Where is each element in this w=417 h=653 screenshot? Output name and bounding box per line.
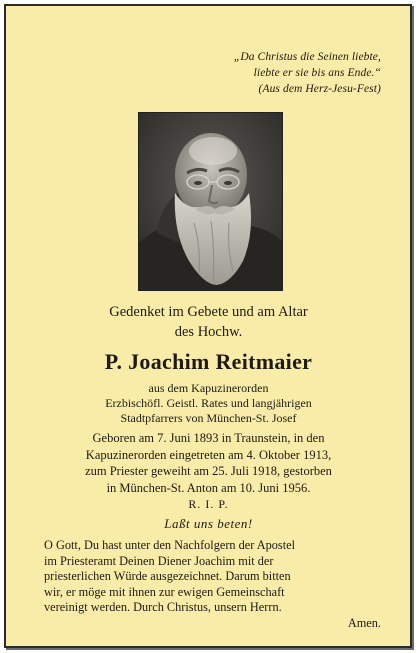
memorial-card [4, 4, 412, 648]
quote-source: (Aus dem Herz-Jesu-Fest) [258, 83, 381, 95]
closing-line-3: priesterlichen Würde ausgezeichnet. Darum bitten [44, 569, 291, 583]
prayer-intro-line-2: des Hochw. [174, 324, 243, 340]
bio-line-4: in München-St. Anton am 10. Juni 1956. [106, 480, 311, 495]
biography [26, 430, 391, 496]
closing-line-4: wir, er möge mit ihnen zur ewigen Gemeinschaft [44, 584, 285, 599]
deceased-name: P. Joachim Reitmaier [104, 349, 313, 374]
quote-line-1: „Da Christus die Seinen liebte, [233, 51, 381, 63]
portrait-photo [139, 113, 282, 290]
closing-line-2: im Priesteramt Deinen Diener Joachim mit der [44, 553, 274, 568]
bio-line-2: Kapuzinerorden eingetreten am 4. Oktober 1913, [85, 447, 332, 462]
epigraph-quote [156, 49, 381, 97]
quote-line-2: liebte er sie bis ans Ende.“ [253, 67, 381, 79]
let-us-pray-heading: Laßt uns beten! [164, 516, 253, 531]
closing-line-1: O Gott, Du hast unter den Nachfolgern der Apostel [44, 538, 295, 552]
deceased-titles [26, 381, 391, 426]
portrait-image [139, 113, 282, 290]
bio-line-1: Geboren am 7. Juni 1893 in Traunstein, in den [92, 431, 325, 445]
prayer-intro [26, 302, 391, 342]
bio-line-3: zum Priester geweiht am 25. Juli 1918, gestorben [85, 464, 332, 478]
rip-text: R. I. P. [188, 497, 229, 511]
titles-line-1: aus dem Kapuzinerorden [148, 381, 269, 395]
closing-line-5: vereinigt werden. Durch Christus, unsern Herrn. [44, 600, 282, 614]
titles-line-2: Erzbischöfl. Geistl. Rates und langjährigen [105, 396, 312, 410]
titles-line-3: Stadtpfarrers von München-St. Josef [120, 411, 297, 425]
prayer-intro-line-1: Gedenket im Gebete und am Altar [109, 304, 308, 320]
closing-amen: Amen. [347, 615, 381, 630]
closing-prayer [44, 538, 381, 631]
